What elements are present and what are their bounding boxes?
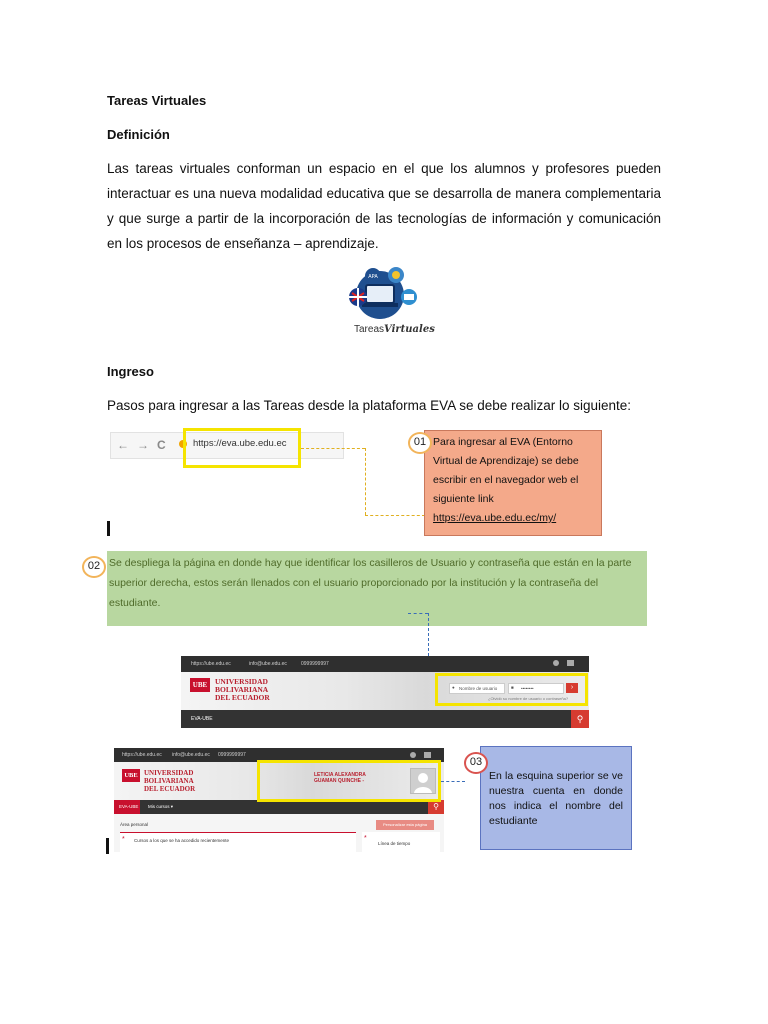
username-input[interactable]: ● Nombre de usuario [449, 683, 505, 694]
nav-eva-ube[interactable]: EVA-UBE [119, 804, 139, 809]
step-1-callout [424, 430, 602, 536]
youtube-icon[interactable] [424, 752, 431, 758]
timeline-panel [362, 832, 440, 852]
connector-line [365, 448, 366, 515]
account-highlight-box [257, 760, 441, 802]
ube-nav-bar [114, 800, 444, 814]
url-text[interactable]: https://eva.ube.edu.ec [193, 438, 287, 449]
timeline-title: Línea de tiempo [378, 841, 411, 846]
step-3-number: 03 [464, 752, 488, 774]
document-title: Tareas Virtuales [107, 93, 207, 108]
ingreso-heading: Ingreso [107, 364, 154, 379]
reload-icon[interactable]: C [157, 438, 166, 452]
step-2-number: 02 [82, 556, 106, 578]
connector-line [441, 781, 465, 782]
ube-top-bar [181, 656, 589, 672]
ube-phone: 0999999997 [301, 661, 329, 667]
svg-text:APA: APA [368, 274, 378, 280]
user-icon: ● [452, 685, 455, 690]
ube-nav-bar [181, 710, 589, 728]
youtube-icon[interactable] [567, 660, 574, 666]
step-1-text: Para ingresar al EVA (Entorno Virtual de Aprendizaje) se debe escribir en el navegador web el siguiente link [433, 436, 579, 505]
student-name[interactable]: LETICIA ALEXANDRA GUAMAN QUINCHE - [314, 772, 366, 784]
facebook-icon[interactable] [553, 660, 559, 666]
step-2-callout [107, 551, 647, 626]
lock-icon: ■ [511, 685, 514, 690]
login-fields-highlight [435, 673, 588, 706]
connector-line [365, 515, 425, 516]
ube-name: UNIVERSIDAD BOLIVARIANA DEL ECUADOR [144, 769, 196, 793]
ube-website-link[interactable]: https://ube.edu.ec [191, 661, 231, 667]
search-icon[interactable]: ⚲ [571, 710, 589, 728]
back-icon[interactable]: ← [117, 438, 129, 452]
nav-mis-cursos[interactable]: Mis cursos ▾ [148, 804, 174, 809]
customize-page-button[interactable]: Personalizar esta página [376, 820, 434, 830]
ube-phone: 0999999997 [218, 752, 246, 758]
recent-courses-title: Cursos a los que se ha accedido recientemente [134, 838, 230, 843]
ube-name: UNIVERSIDAD BOLIVARIANA DEL ECUADOR [215, 677, 270, 702]
asterisk-icon: * [364, 835, 367, 842]
definition-paragraph: Las tareas virtuales conforman un espacio en el que los alumnos y profesores pueden interactuar es una nueva modalidad educativa que se desarrolla de manera complementaria y que surge a partir de la incorporación de las tecnologías de información y comunicación en los procesos de enseñanza – aprendizaje. [107, 161, 661, 251]
recent-courses-panel [120, 832, 356, 852]
ube-website-link[interactable]: https://ube.edu.ec [122, 752, 162, 758]
ube-email-link[interactable]: info@ube.edu.ec [249, 661, 287, 667]
nav-eva-ube[interactable]: EVA-UBE [191, 716, 213, 722]
definition-heading: Definición [107, 127, 170, 142]
forward-icon[interactable]: → [137, 438, 149, 452]
text-cursor-mark [106, 838, 109, 854]
ube-logo: UBE [190, 678, 210, 692]
step-3-text: En la esquina superior se ve nuestra cuenta en donde nos indica el nombre del estudiante [489, 770, 623, 827]
area-personal-label: Área personal [120, 822, 149, 827]
asterisk-icon: * [122, 836, 125, 843]
step-1-link[interactable]: https://eva.ube.edu.ec/my/ [433, 512, 557, 524]
ube-email-link[interactable]: info@ube.edu.ec [172, 752, 210, 758]
step-3-callout [480, 746, 632, 850]
step-2-text: Se despliega la página en donde hay que identificar los casilleros de Usuario y contraseña que están en la parte superior derecha, estos serán llenados con el usuario proporcionado por la institución y la contraseña del estudiante. [109, 557, 632, 609]
tareas-virtuales-logo [340, 265, 435, 345]
password-input[interactable]: ■ •••••••• [508, 683, 564, 694]
ingreso-paragraph: Pasos para ingresar a las Tareas desde la plataforma EVA se debe realizar lo siguiente: [107, 398, 632, 413]
login-button[interactable]: › [566, 683, 578, 693]
text-cursor-mark [107, 521, 110, 536]
connector-line [301, 448, 365, 449]
facebook-icon[interactable] [410, 752, 416, 758]
connector-line [408, 613, 428, 614]
url-highlight-box [183, 428, 301, 468]
forgot-password-link[interactable]: ¿Olvidó su nombre de usuario o contraseña? [488, 696, 569, 701]
search-icon[interactable]: ⚲ [428, 800, 444, 814]
step-1-number: 01 [408, 432, 432, 454]
logo-caption: TareasVirtuales [354, 324, 435, 335]
ube-logo: UBE [122, 769, 140, 782]
